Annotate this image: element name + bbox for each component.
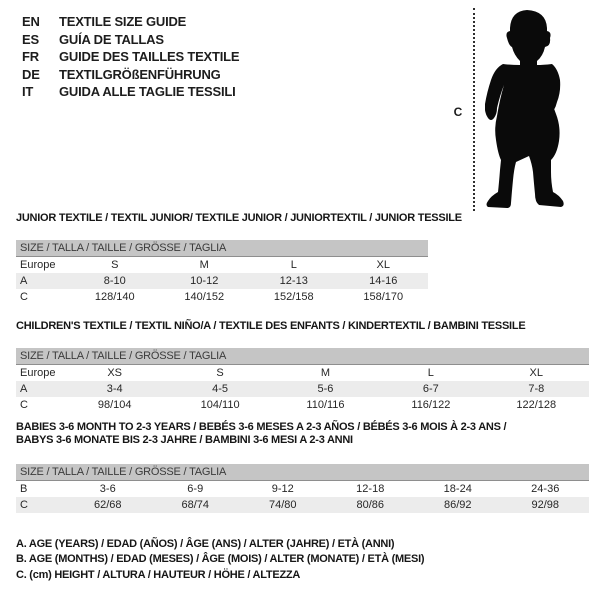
size-cell: 98/104 bbox=[97, 399, 132, 411]
size-cell: 74/80 bbox=[239, 497, 327, 513]
size-cell: 12-13 bbox=[249, 273, 339, 289]
footnote-line: A. AGE (YEARS) / EDAD (AÑOS) / ÂGE (ANS) / ALTER (JAHRE) / ETÀ (ANNI) bbox=[16, 538, 395, 550]
size-cell: 24-36 bbox=[531, 483, 560, 495]
size-header-row bbox=[16, 240, 428, 257]
table-row bbox=[16, 497, 589, 513]
language-code: ES bbox=[22, 31, 39, 47]
height-measure-label: C bbox=[453, 105, 463, 119]
size-cell: 9-12 bbox=[271, 483, 294, 495]
row-label: C bbox=[16, 497, 64, 513]
children-size-table bbox=[16, 348, 589, 413]
junior-textile-title bbox=[16, 212, 462, 240]
language-row bbox=[22, 83, 239, 101]
row-label: Europe bbox=[20, 259, 56, 271]
row-label: B bbox=[20, 483, 28, 495]
table-row bbox=[16, 289, 428, 305]
babies-size-table bbox=[16, 464, 589, 513]
size-cell: 80/86 bbox=[327, 497, 415, 513]
size-cell: 110/116 bbox=[306, 399, 345, 411]
table-row bbox=[16, 481, 589, 498]
size-header-row bbox=[16, 464, 589, 481]
size-cell: 62/68 bbox=[64, 497, 152, 513]
children-textile-title bbox=[16, 320, 589, 348]
size-cell: 7-8 bbox=[484, 381, 589, 397]
children-textile-section bbox=[16, 320, 589, 413]
size-cell: 5-6 bbox=[273, 381, 378, 397]
language-code: FR bbox=[22, 49, 39, 64]
size-cell: 8-10 bbox=[70, 273, 160, 289]
size-cell: 10-12 bbox=[160, 273, 250, 289]
language-title: GUÍA DE TALLAS bbox=[59, 31, 164, 47]
size-cell: 6-9 bbox=[187, 483, 204, 495]
size-cell: 18-24 bbox=[443, 483, 472, 495]
size-cell: XL bbox=[529, 367, 544, 379]
language-title: GUIDE DES TAILLES TEXTILE bbox=[59, 49, 240, 64]
junior-size-table bbox=[16, 240, 428, 305]
language-code: DE bbox=[22, 66, 40, 82]
row-label: C bbox=[20, 399, 28, 411]
size-header-bar: SIZE / TALLA / TAILLE / GRÖSSE / TAGLIA bbox=[16, 348, 589, 365]
size-cell: 3-4 bbox=[62, 381, 167, 397]
language-code: IT bbox=[22, 84, 34, 99]
row-label: Europe bbox=[20, 367, 56, 379]
language-row bbox=[22, 66, 239, 84]
size-cell: 116/122 bbox=[411, 399, 451, 411]
table-row bbox=[16, 365, 589, 382]
size-cell: 92/98 bbox=[502, 497, 590, 513]
size-cell: 158/170 bbox=[363, 291, 404, 303]
language-row bbox=[22, 48, 239, 66]
language-title: TEXTILE SIZE GUIDE bbox=[59, 14, 187, 29]
size-cell: XS bbox=[107, 367, 123, 379]
table-title-line: BABYS 3-6 MONATE BIS 2-3 JAHRE / BAMBINI 3-6 MESI A 2-3 ANNI bbox=[16, 434, 353, 446]
babies-textile-title bbox=[16, 421, 589, 464]
height-measure-dotted-line bbox=[473, 8, 475, 211]
size-header-bar: SIZE / TALLA / TAILLE / GRÖSSE / TAGLIA bbox=[16, 464, 589, 481]
size-cell: S bbox=[111, 259, 119, 271]
size-cell: L bbox=[290, 259, 297, 271]
row-label: A bbox=[16, 381, 62, 397]
language-row bbox=[22, 31, 239, 49]
footnote-line: C. (cm) HEIGHT / ALTURA / HAUTEUR / HÖHE / ALTEZZA bbox=[16, 568, 301, 581]
size-header-bar: SIZE / TALLA / TAILLE / GRÖSSE / TAGLIA bbox=[16, 240, 428, 257]
table-title-line: CHILDREN'S TEXTILE / TEXTIL NIÑO/A / TEXTILE DES ENFANTS / KINDERTEXTIL / BAMBINI TESSILE bbox=[16, 320, 526, 332]
size-cell: 3-6 bbox=[99, 483, 116, 495]
size-cell: 128/140 bbox=[94, 291, 135, 303]
table-row bbox=[16, 257, 428, 274]
table-row bbox=[16, 381, 589, 397]
size-cell: XL bbox=[376, 259, 390, 271]
size-cell: M bbox=[199, 259, 209, 271]
language-title-list bbox=[22, 13, 239, 101]
language-title: GUIDA ALLE TAGLIE TESSILI bbox=[59, 84, 236, 99]
table-title-line: BABIES 3-6 MONTH TO 2-3 YEARS / BEBÉS 3-6 MESES A 2-3 AÑOS / BÉBÉS 3-6 MOIS À 2-3 ANS / bbox=[16, 421, 507, 433]
toddler-silhouette-icon bbox=[485, 8, 575, 213]
size-cell: 152/158 bbox=[273, 291, 314, 303]
size-cell: M bbox=[320, 367, 331, 379]
footnote-line: B. AGE (MONTHS) / EDAD (MESES) / ÂGE (MOIS) / ALTER (MONATE) / ETÀ (MESI) bbox=[16, 553, 425, 566]
size-cell: 12-18 bbox=[356, 483, 385, 495]
size-cell: 104/110 bbox=[200, 399, 240, 411]
language-row bbox=[22, 13, 239, 31]
size-cell: 122/128 bbox=[516, 399, 557, 411]
size-cell: S bbox=[216, 367, 224, 379]
footnotes bbox=[16, 537, 424, 583]
table-row bbox=[16, 397, 589, 413]
babies-textile-section bbox=[16, 421, 589, 513]
size-cell: 86/92 bbox=[414, 497, 502, 513]
size-cell: 140/152 bbox=[184, 291, 225, 303]
size-cell: 6-7 bbox=[378, 381, 483, 397]
row-label: A bbox=[16, 273, 70, 289]
table-title-line: JUNIOR TEXTILE / TEXTIL JUNIOR/ TEXTILE JUNIOR / JUNIORTEXTIL / JUNIOR TESSILE bbox=[16, 212, 462, 224]
row-label: C bbox=[20, 291, 28, 303]
junior-textile-section bbox=[16, 212, 462, 305]
size-cell: 4-5 bbox=[167, 381, 272, 397]
table-row bbox=[16, 273, 428, 289]
size-cell: 68/74 bbox=[152, 497, 240, 513]
size-header-row bbox=[16, 348, 589, 365]
size-cell: L bbox=[427, 367, 434, 379]
size-cell: 14-16 bbox=[339, 273, 429, 289]
language-code: EN bbox=[22, 14, 40, 29]
language-title: TEXTILGRÖßENFÜHRUNG bbox=[59, 66, 221, 82]
